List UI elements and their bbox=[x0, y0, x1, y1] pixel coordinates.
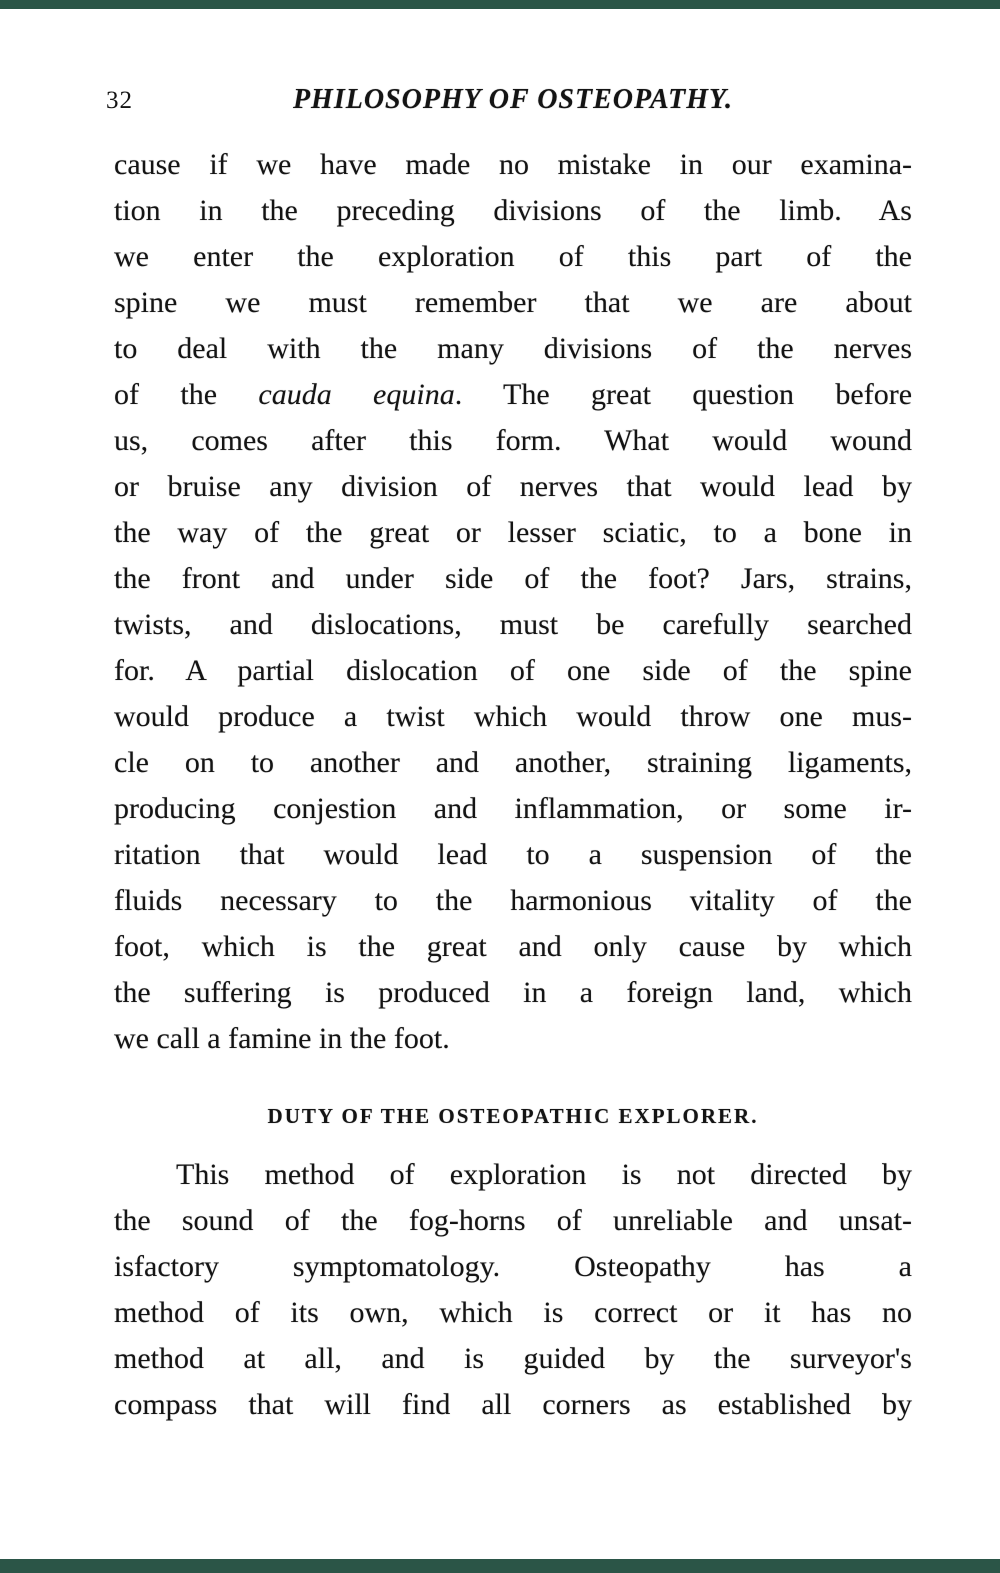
text-segment: tion in the preceding divisions of the limb. As bbox=[114, 194, 912, 227]
text-line bbox=[114, 832, 912, 878]
text-line bbox=[114, 234, 912, 280]
text-segment: would produce a twist which would throw one mus- bbox=[114, 700, 912, 733]
text-segment: cause if we have made no mistake in our examina- bbox=[114, 148, 912, 181]
text-line bbox=[114, 1382, 912, 1428]
text-line bbox=[114, 1290, 912, 1336]
text-line bbox=[114, 740, 912, 786]
text-segment: twists, and dislocations, must be carefully searched bbox=[114, 608, 912, 641]
running-title: PHILOSOPHY OF OSTEOPATHY. bbox=[292, 84, 734, 115]
text-segment: compass that will find all corners as established by bbox=[114, 1388, 912, 1421]
text-segment: method of its own, which is correct or it has no bbox=[114, 1296, 912, 1329]
text-line bbox=[114, 694, 912, 740]
text-line bbox=[114, 280, 912, 326]
text-segment: the way of the great or lesser sciatic, to a bone in bbox=[114, 516, 912, 549]
text-line bbox=[114, 418, 912, 464]
text-line bbox=[114, 1198, 912, 1244]
text-segment: we call a famine in the foot. bbox=[114, 1022, 450, 1055]
italic-phrase: cauda equina bbox=[258, 378, 455, 411]
text-segment: spine we must remember that we are about bbox=[114, 286, 912, 319]
text-line bbox=[114, 1016, 912, 1062]
text-line bbox=[114, 648, 912, 694]
text-segment: the suffering is produced in a foreign land, which bbox=[114, 976, 912, 1009]
page-number: 32 bbox=[106, 87, 133, 114]
text-line bbox=[114, 510, 912, 556]
scan-edge-bottom bbox=[0, 1559, 1000, 1573]
text-segment: we enter the exploration of this part of the bbox=[114, 240, 912, 273]
text-line bbox=[114, 786, 912, 832]
text-segment: us, comes after this form. What would wound bbox=[114, 424, 912, 457]
text-segment: of the bbox=[114, 378, 259, 411]
text-segment: for. A partial dislocation of one side of the spine bbox=[114, 654, 912, 687]
text-line bbox=[114, 970, 912, 1016]
text-line bbox=[114, 142, 912, 188]
text-segment: to deal with the many divisions of the nerves bbox=[114, 332, 912, 365]
page-header bbox=[106, 84, 912, 118]
text-line bbox=[114, 372, 912, 418]
text-segment: the front and under side of the foot? Jars, strains, bbox=[114, 562, 912, 595]
text-line bbox=[114, 1244, 912, 1290]
section-heading: DUTY OF THE OSTEOPATHIC EXPLORER. bbox=[267, 1104, 759, 1128]
text-line bbox=[114, 464, 912, 510]
text-segment: cle on to another and another, straining ligaments, bbox=[114, 746, 912, 779]
page-body bbox=[106, 0, 913, 1428]
text-line bbox=[114, 556, 912, 602]
text-line bbox=[114, 602, 912, 648]
text-segment: isfactory symptomatology. Osteopathy has a bbox=[114, 1250, 912, 1283]
text-segment: foot, which is the great and only cause by which bbox=[114, 930, 912, 963]
paragraph-1 bbox=[114, 142, 912, 1062]
text-line bbox=[114, 326, 912, 372]
text-segment: method at all, and is guided by the surveyor's bbox=[114, 1342, 912, 1375]
text-segment: . The great question before bbox=[454, 378, 913, 411]
text-line bbox=[114, 188, 912, 234]
text-segment: ritation that would lead to a suspension of the bbox=[114, 838, 912, 871]
text-segment: producing conjestion and inflammation, or some ir- bbox=[114, 792, 912, 825]
text-segment: fluids necessary to the harmonious vitality of the bbox=[114, 884, 912, 917]
text-segment: the sound of the fog-horns of unreliable and unsat- bbox=[114, 1204, 912, 1237]
text-segment: This method of exploration is not directed by bbox=[176, 1158, 912, 1191]
text-line bbox=[114, 1336, 912, 1382]
text-line bbox=[114, 924, 912, 970]
text-segment: or bruise any division of nerves that would lead by bbox=[114, 470, 912, 503]
text-line bbox=[114, 1152, 912, 1198]
text-line bbox=[114, 878, 912, 924]
paragraph-2 bbox=[114, 1152, 912, 1428]
